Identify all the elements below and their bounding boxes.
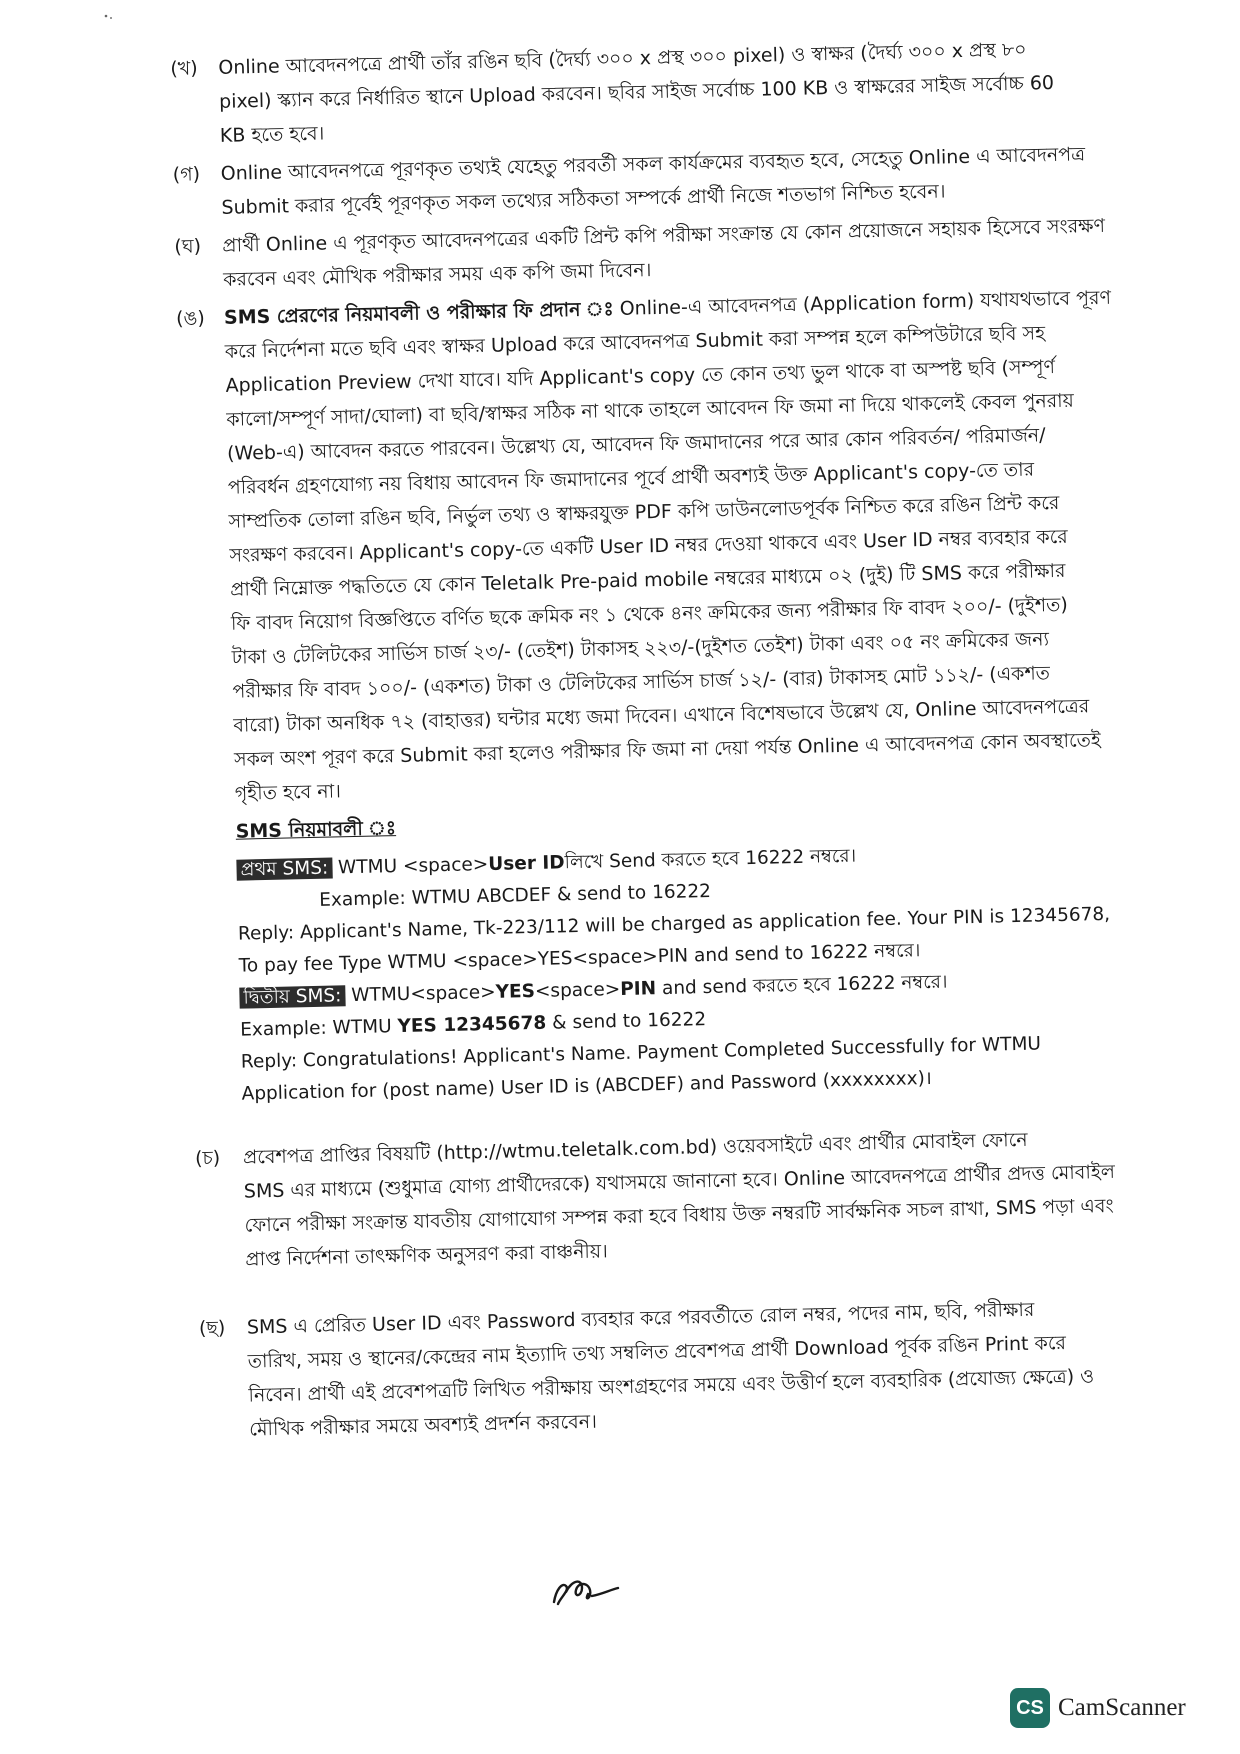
text-line: তারিখ, সময় ও স্থানের/কেন্দ্রের নাম ইত্যাদি তথ্য সম্বলিত প্রবেশপত্র প্রার্থী Download পূর্বক রঙিন Print করে (247, 1332, 1067, 1373)
first-sms-example: Example: WTMU ABCDEF & send to 16222 (319, 880, 712, 911)
text-segment: <space> (534, 979, 621, 1002)
clause-umo (175, 282, 1112, 812)
second-sms-label: দ্বিতীয় SMS: (239, 985, 345, 1008)
text-line: ফি বাবদ নিয়োগ বিজ্ঞপ্তিতে বর্ণিত ছকে ক্রমিক নং ১ থেকে ৪নং ক্রমিকের জন্য পরীক্ষার ফি বাবদ ২০০/- (দুইশত) (230, 593, 1069, 635)
text-segment: Online-এ আবেদনপত্র (Application form) যথাযথভাবে পূরণ (613, 286, 1112, 320)
camscanner-text: CamScanner (1058, 1694, 1186, 1721)
text-line: SMS এ প্রেরিত User ID এবং Password ব্যবহার করে পরবর্তীতে রোল নম্বর, পদের নাম, ছবি, পরীক্ষার (246, 1298, 1035, 1339)
text-segment: YES 12345678 (397, 1012, 547, 1038)
text-line: (Web-এ) আবেদন করতে পারবেন। উল্লেখ্য যে, আবেদন ফি জমাদানের পরে আর কোন পরিবর্তন/ পরিমার্জন/ (226, 424, 1046, 465)
text-line: Submit করার পূর্বেই পূরণকৃত সকল তথ্যের সঠিকতা সম্পর্কে প্রার্থী নিজে শতভাগ নিশ্চিত হবেন। (221, 180, 946, 219)
text-line: KB হতে হবে। (219, 122, 325, 147)
text-segment: লিখে Send করতে হবে 16222 নম্বরে। (564, 845, 857, 874)
text-segment: WTMU <space> (331, 853, 489, 879)
text-segment: YES (495, 980, 536, 1003)
text-line: কালো/সম্পূর্ণ সাদা/ঘোলা) বা ছবি/স্বাক্ষর সঠিক না থাকে তাহলে আবেদন ফি জমা না দিয়ে থাকলেই কেবল পুনরায় (226, 389, 1075, 431)
text-line: সকল অংশ পূরণ করে Submit করা হলেও পরীক্ষার ফি জমা না দেয়া পর্যন্ত Online এ আবেদনপত্র কোন অবস্থাতেই (233, 729, 1102, 771)
clause-marker: (ঘ) (174, 235, 202, 258)
clause-kha (170, 32, 1055, 154)
sms-rules (187, 796, 1111, 1112)
text-line: ফোনে পরীক্ষা সংক্রান্ত যাবতীয় যোগাযোগ সম্পন্ন করা হবে বিধায় উক্ত নম্বরটি সার্বক্ষনিক সচল রাখা, SMS পড়া এবং (244, 1194, 1114, 1237)
first-sms-label: প্রথম SMS: (236, 858, 332, 881)
first-sms-reply: To pay fee Type WTMU <space>YES<space>PIN and send to 16222 নম্বরে। (238, 940, 921, 977)
clause-chha (198, 1292, 1095, 1448)
handwritten-signature (548, 1572, 623, 1612)
text-segment: User ID (488, 852, 565, 875)
second-sms-reply: Reply: Congratulations! Applicant's Name. Payment Completed Successfully for WTMU (240, 1033, 1042, 1073)
scan-speck (104, 14, 114, 20)
text-line: Online আবেদনপত্রে প্রার্থী তাঁর রঙিন ছবি (দৈর্ঘ্য ৩০০ x প্রস্থ ৩০০ pixel) ও স্বাক্ষর (দৈর্ঘ্য ৩০০ x প্রস্থ ৮০ (218, 38, 1027, 79)
text-line: বারো) টাকা অনধিক ৭২ (বাহাত্তর) ঘন্টার মধ্যে জমা দিবেন। এখানে বিশেষভাবে উল্লেখ যে, Online আবেদনপত্রের (233, 695, 1090, 737)
text-segment: WTMU<space> (345, 981, 496, 1007)
text-line: মৌখিক পরীক্ষার সময়ে অবশ্যই প্রদর্শন করবেন। (249, 1410, 598, 1441)
text-segment: and send করতে হবে 16222 নম্বরে। (655, 971, 948, 1000)
text-line: করবেন এবং মৌখিক পরীক্ষার সময় এক কপি জমা দিবেন। (222, 259, 652, 291)
text-line: গৃহীত হবে না। (234, 780, 342, 805)
text-line: Online আবেদনপত্রে পূরণকৃত তথ্যই যেহেতু পরবর্তী সকল কার্যক্রমের ব্যবহৃত হবে, সেহেতু Online এ আবেদনপত্র (220, 143, 1086, 185)
text-line: টাকা ও টেলিটকের সার্ভিস চার্জ ২৩/- (তেইশ) টাকাসহ ২২৩/-(দুইশত তেইশ) টাকা এবং ০৫ নং ক্রমিকের জন্য (231, 628, 1050, 669)
text-line: প্রবেশপত্র প্রাপ্তির বিষয়টি (http://wtmu.teletalk.com.bd) ওয়েবসাইটে এবং প্রার্থীর মোবাইল ফোনে (242, 1128, 1028, 1169)
clause-marker: (চ) (194, 1147, 221, 1170)
text-line: pixel) স্ক্যান করে নির্ধারিত স্থানে Upload করবেন। ছবির সাইজ সর্বোচ্চ 100 KB ও স্বাক্ষরের সাইজ সর্বোচ্চ 60 (218, 71, 1055, 113)
clause-marker: (খ) (170, 57, 198, 80)
clause-marker: (গ) (172, 163, 201, 186)
text-line: প্রার্থী নিম্নোক্ত পদ্ধতিতে যে কোন Teletalk Pre-paid mobile নম্বরের মাধ্যমে ০২ (দুই) টি SMS করে পরীক্ষার (229, 559, 1066, 601)
text-segment: & send to 16222 (546, 1009, 707, 1034)
camscanner-logo-icon: CS (1010, 1688, 1050, 1728)
clause-heading: SMS প্রেরণের নিয়মাবলী ও পরীক্ষার ফি প্রদান ঃ (223, 298, 614, 329)
text-line: করে নির্দেশনা মতে ছবি এবং স্বাক্ষর Upload করে আবেদনপত্র Submit করা সম্পন্ন হলে কম্পিউটারে ছবি সহ (224, 322, 1046, 363)
camscanner-watermark (1010, 1688, 1186, 1728)
text-line: পরিবর্ধন গ্রহণযোগ্য নয় বিধায় আবেদন ফি জমাদানের পূর্বে প্রার্থী অবশ্যই উক্ত Applicant's copy-তে তার (227, 458, 1035, 499)
document-body (170, 32, 1116, 1452)
first-sms-reply: Reply: Applicant's Name, Tk-223/112 will be charged as application fee. Your PIN is 12345678, (237, 903, 1111, 945)
sms-rules-heading: SMS নিয়মাবলী ঃ (235, 817, 397, 843)
text-line: Application Preview দেখা যাবে। যদি Applicant's copy তে কোন তথ্য ভুল থাকে বা অস্পষ্ট ছবি (সম্পূর্ণ (225, 356, 1056, 397)
text-line: সাম্প্রতিক তোলা রঙিন ছবি, নির্ভুল তথ্য ও স্বাক্ষরযুক্ত PDF কপি ডাউনলোডপূর্বক নিশ্চিত করে রঙিন প্রিন্ট করে (228, 491, 1060, 533)
clause-cha (194, 1122, 1116, 1278)
second-sms-reply: Application for (post name) User ID is (ABCDEF) and Password (xxxxxxxx)। (241, 1067, 933, 1105)
text-segment: Example: WTMU (239, 1016, 398, 1041)
text-line: সংরক্ষণ করবেন। Applicant's copy-তে একটি User ID নম্বর দেওয়া থাকবে এবং User ID নম্বর ব্যবহার করে (229, 525, 1068, 567)
text-line: নিবেন। প্রার্থী এই প্রবেশপত্রটি লিখিত পরীক্ষায় অংশগ্রহণের সময়ে এবং উত্তীর্ণ হলে ব্যবহারিক (প্রযোজ্য ক্ষেত্রে) ও (248, 1365, 1095, 1407)
text-line: SMS এর মাধ্যমে (শুধুমাত্র যোগ্য প্রার্থীদেরকে) যথাসময়ে জানানো হবে। Online আবেদনপত্রে প্রার্থীর প্রদত্ত মোবাইল (243, 1160, 1116, 1203)
text-line: প্রার্থী Online এ পূরণকৃত আবেদনপত্রের একটি প্রিন্ট কপি পরীক্ষা সংক্রান্ত যে কোন প্রয়োজনে সহায়ক হিসেবে সংরক্ষণ (222, 214, 1106, 257)
clause-marker: (ছ) (198, 1317, 226, 1340)
text-line: প্রাপ্ত নির্দেশনা তাৎক্ষণিক অনুসরণ করা বাঞ্চনীয়। (245, 1240, 609, 1271)
text-line: পরীক্ষার ফি বাবদ ১০০/- (একশত) টাকা ও টেলিটকের সার্ভিস চার্জ ১২/- (বার) টাকাসহ মোট ১১২/- (একশত (232, 662, 1051, 703)
text-segment: PIN (619, 978, 657, 1001)
clause-marker: (ঙ) (175, 307, 206, 330)
